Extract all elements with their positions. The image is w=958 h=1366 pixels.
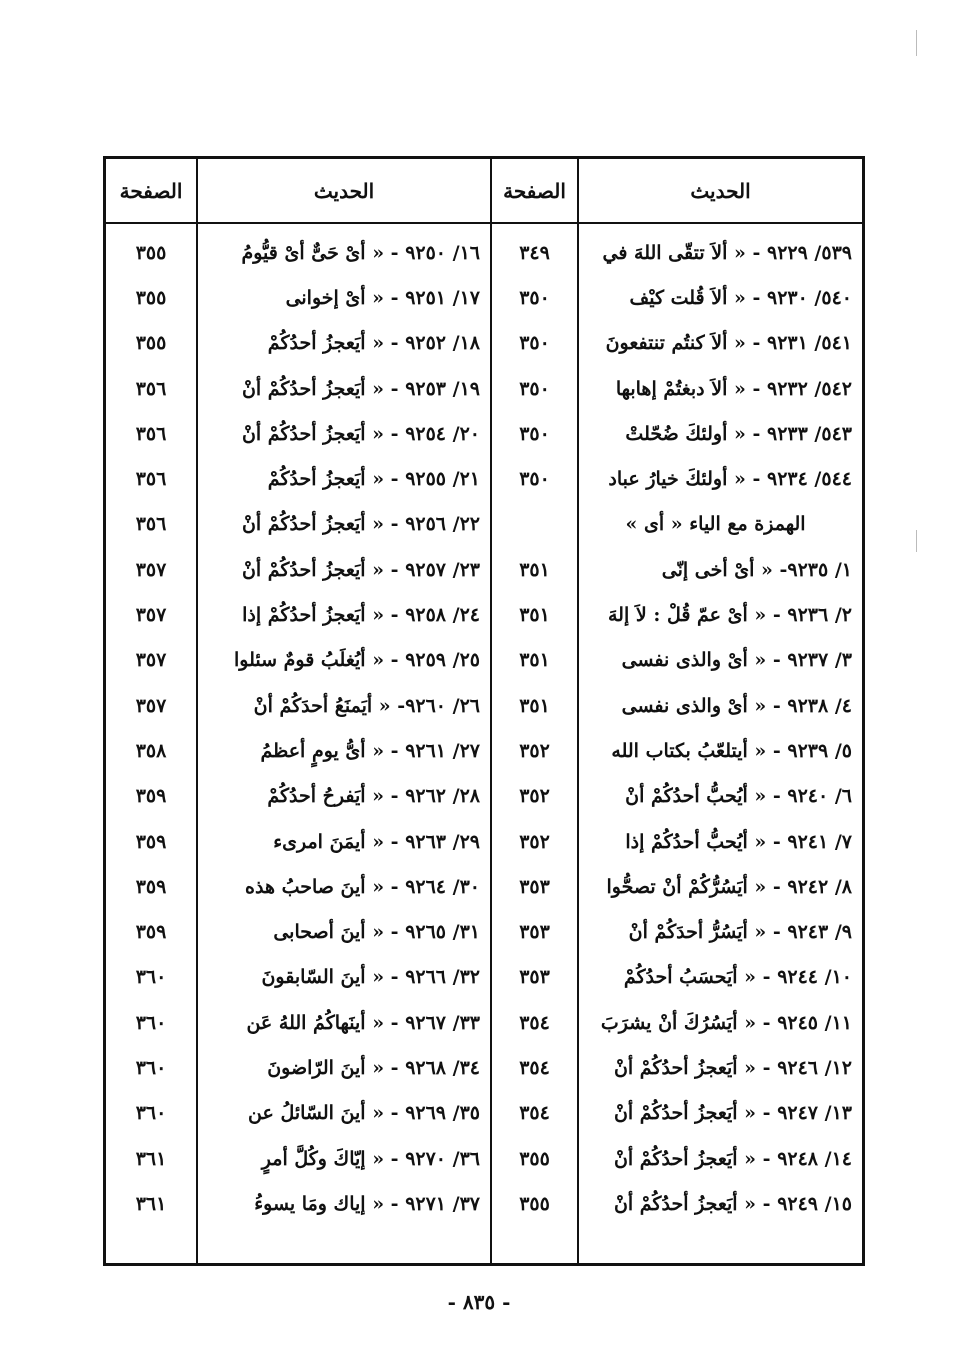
right-page-column — [490, 224, 577, 1263]
page-reference: ٣٥٥ — [519, 1147, 550, 1170]
hadith-entry: ٥٤٢/ ٩٢٣٢ - « ألاَ دبغتُمْ إهابها — [615, 377, 852, 400]
page-reference: ٣٥٦ — [135, 377, 167, 400]
hadith-entry: ٢٤/ ٩٢٥٨ - « أيَعجزُ أحدُكُمْ إذا — [242, 604, 480, 627]
hadith-entry: ١٦/ ٩٢٥٠ - « أىْ حَىٌّ أىْ قيُّومُ — [241, 241, 480, 264]
table-header — [106, 159, 862, 224]
hadith-entry: ١٧/ ٩٢٥١ - « أىْ إخوانى — [285, 286, 480, 309]
page-reference: ٣٥٢ — [519, 785, 550, 808]
hadith-entry: ٥٣٩/ ٩٢٢٩ - « ألاَ تتقّى اللهَ في — [602, 241, 852, 264]
hadith-entry: ٣٠/ ٩٢٦٤ - « أينَ صاحبُ هذه — [245, 875, 480, 898]
page-reference: ٣٥٦ — [135, 422, 167, 445]
hadith-entry: ٥٤٤/ ٩٢٣٤ - « أولئكَ خيارُ عباد — [608, 468, 852, 491]
hadith-entry: ٤/ ٩٢٣٨ - « أىْ والذى نفسى — [621, 694, 852, 717]
hadith-entry: ١٢/ ٩٢٤٦ - « أيَعجزُ أحدُكُمْ أنْ — [613, 1056, 852, 1079]
hadith-entry: ٢٨/ ٩٢٦٢ - « أيَفرحُ أحدُكُمْ — [267, 785, 480, 808]
page-reference: ٣٥٩ — [135, 921, 167, 944]
page-reference: ٣٥٣ — [519, 966, 550, 989]
hadith-entry: ٩/ ٩٢٤٣ - « أيَسُرُّ أحدَكُمْ أنْ — [628, 921, 852, 944]
header-page-right: الصفحة — [490, 159, 577, 222]
page-reference: ٣٥٢ — [519, 830, 550, 853]
hadith-entry: ١٥/ ٩٢٤٩ - « أيَعجزُ أحدُكُمْ أنْ — [613, 1192, 852, 1215]
hadith-entry: ٢٩/ ٩٢٦٣ - « أيمَنَ امرىء — [273, 830, 480, 853]
page-reference: ٣٥٩ — [135, 875, 167, 898]
page-reference: ٣٥٤ — [519, 1056, 550, 1079]
header-page-left: الصفحة — [119, 178, 183, 203]
hadith-entry: ١٩/ ٩٢٥٣ - « أيَعجزُ أحدُكُمْ أنْ — [241, 377, 480, 400]
hadith-entry: ٨/ ٩٢٤٢ - « أيَسُرُّكُمْ أنْ تصحُّوا — [606, 875, 852, 898]
page-reference: ٣٥٠ — [519, 422, 550, 445]
hadith-entry: ١٠/ ٩٢٤٤ - « أيَحسَبُ أحدُكُمْ — [623, 966, 852, 989]
page-reference: ٣٥٠ — [519, 332, 550, 355]
hadith-entry: ٢٠/ ٩٢٥٤ - « أيَعجزُ أحدُكُمْ أنْ — [241, 422, 480, 445]
hadith-entry: ٣٧/ ٩٢٧١ - « إياك ومَا يسوءُ — [254, 1192, 480, 1215]
hadith-entry: ٥٤١/ ٩٢٣١ - « ألاَ كنتُم تنتفعونَ — [605, 332, 852, 355]
page-reference: ٣٥٤ — [519, 1102, 550, 1125]
left-hadith-column — [196, 224, 490, 1263]
hadith-entry: ١١/ ٩٢٤٥ - « أيَسُرُكَ أنْ يشرَبَ — [600, 1011, 852, 1034]
page-reference: ٣٦٠ — [135, 1102, 167, 1125]
page-reference: ٣٥٦ — [135, 513, 167, 536]
page-reference: ٣٥٤ — [519, 1011, 550, 1034]
right-hadith-column — [577, 224, 862, 1263]
page-reference: ٣٥٥ — [519, 1192, 550, 1215]
page-reference: ٣٥٥ — [135, 286, 167, 309]
hadith-entry: ٢/ ٩٢٣٦ - « أىْ عمّ قُلْ : لاَ إلهَ — [608, 604, 852, 627]
hadith-entry: ٧/ ٩٢٤١ - « أيُحبُّ أحدُكُمْ إذا — [625, 830, 852, 853]
page-reference: ٣٥٣ — [519, 875, 550, 898]
margin-mark — [916, 530, 917, 552]
hadith-entry: ١٨/ ٩٢٥٢ - « أيَعجزُ أحدُكُمْ — [267, 332, 480, 355]
hadith-entry: ٣٥/ ٩٢٦٩ - « أينَ السّائلُ عن — [248, 1102, 480, 1125]
page-reference: ٣٥٧ — [135, 649, 167, 672]
page-reference: ٣٥٣ — [519, 921, 550, 944]
page-reference: ٣٥٦ — [135, 468, 167, 491]
page-reference: ٣٥١ — [519, 558, 550, 581]
index-table — [103, 156, 865, 1266]
hadith-entry: ١٣/ ٩٢٤٧ - « أيَعجزُ أحدُكُمْ أنْ — [613, 1102, 852, 1125]
page-reference: ٣٥٨ — [135, 739, 167, 762]
hadith-entry: ٣٤/ ٩٢٦٨ - « أينَ الرّاضونَ — [267, 1056, 480, 1079]
hadith-entry: ٢١/ ٩٢٥٥ - « أيَعجزُ أحدُكُمْ — [267, 468, 480, 491]
page-reference: ٣٥٢ — [519, 739, 550, 762]
hadith-entry: ٢٦/ ٩٢٦٠- « أيَمنَعُ أحدَكُمْ أنْ — [253, 694, 480, 717]
page-reference: ٣٥٥ — [135, 241, 167, 264]
table-body — [106, 224, 862, 1263]
hadith-entry: ٣/ ٩٢٣٧ - « أىْ والذى نفسى — [621, 649, 852, 672]
page-reference: ٣٦٠ — [135, 1011, 167, 1034]
page-reference: ٣٥٩ — [135, 830, 167, 853]
hadith-entry: ٥/ ٩٢٣٩ - « أيتلعّبُ بكتاب الله — [611, 739, 852, 762]
page-reference: ٣٥١ — [519, 649, 550, 672]
section-heading: الهمزة مع الياء « أى » — [625, 513, 806, 536]
margin-mark — [916, 30, 917, 56]
page-reference: ٣٤٩ — [519, 241, 550, 264]
page-reference: ٣٦٠ — [135, 966, 167, 989]
hadith-entry: ٢٧/ ٩٢٦١ - « أىُّ يومٍ أعظمُ — [260, 739, 480, 762]
hadith-entry: ٣١/ ٩٢٦٥ - « أينَ أصحابى — [273, 921, 480, 944]
page-reference: ٣٦١ — [135, 1192, 167, 1215]
hadith-entry: ٢٥/ ٩٢٥٩ - « أيُغلَبُ قومٌ سئلوا — [233, 649, 480, 672]
hadith-entry: ٢٣/ ٩٢٥٧ - « أيَعجزُ أحدُكُمْ أنْ — [241, 558, 480, 581]
hadith-entry: ٣٦/ ٩٢٧٠ - « إيّاكَ وكُلَّ أمرٍ — [261, 1147, 480, 1170]
hadith-entry: ٢٢/ ٩٢٥٦ - « أيَعجزُ أحدُكُمْ أنْ — [241, 513, 480, 536]
page-reference: ٣٥١ — [519, 694, 550, 717]
hadith-entry: ٥٤٠/ ٩٢٣٠ - « ألاَ قُلت كيْف — [629, 286, 852, 309]
header-hadith-left: الحديث — [196, 159, 490, 222]
hadith-entry: ٣٣/ ٩٢٦٧ - « أينَهاكُمُ اللهُ عَن — [246, 1011, 480, 1034]
hadith-entry: ١/ ٩٢٣٥- « أىْ أخى إنّى — [661, 558, 852, 581]
page-number: - ٨٣٥ - — [447, 1290, 511, 1314]
page-reference — [492, 502, 577, 547]
page-reference: ٣٥٧ — [135, 604, 167, 627]
page-reference: ٣٦٠ — [135, 1056, 167, 1079]
page-reference: ٣٥٠ — [519, 377, 550, 400]
page-reference: ٣٥٧ — [135, 694, 167, 717]
hadith-entry: ١٤/ ٩٢٤٨ - « أيَعجزُ أحدُكُمْ أنْ — [613, 1147, 852, 1170]
header-hadith-right: الحديث — [577, 159, 862, 222]
page-reference: ٣٥٩ — [135, 785, 167, 808]
page-reference: ٣٥٥ — [135, 332, 167, 355]
hadith-entry: ٦/ ٩٢٤٠ - « أيُحبُّ أحدُكُمْ أنْ — [625, 785, 852, 808]
page-reference: ٣٥٧ — [135, 558, 167, 581]
page-reference: ٣٥٠ — [519, 286, 550, 309]
hadith-entry: ٥٤٣/ ٩٢٣٣ - « أولئكَ ضُحّلتْ — [625, 422, 852, 445]
page-reference: ٣٥١ — [519, 604, 550, 627]
left-page-column — [106, 224, 196, 1263]
hadith-entry: ٣٢/ ٩٢٦٦ - « أينَ السّابقونَ — [261, 966, 480, 989]
page-reference: ٣٥٠ — [519, 468, 550, 491]
page-reference: ٣٦١ — [135, 1147, 167, 1170]
